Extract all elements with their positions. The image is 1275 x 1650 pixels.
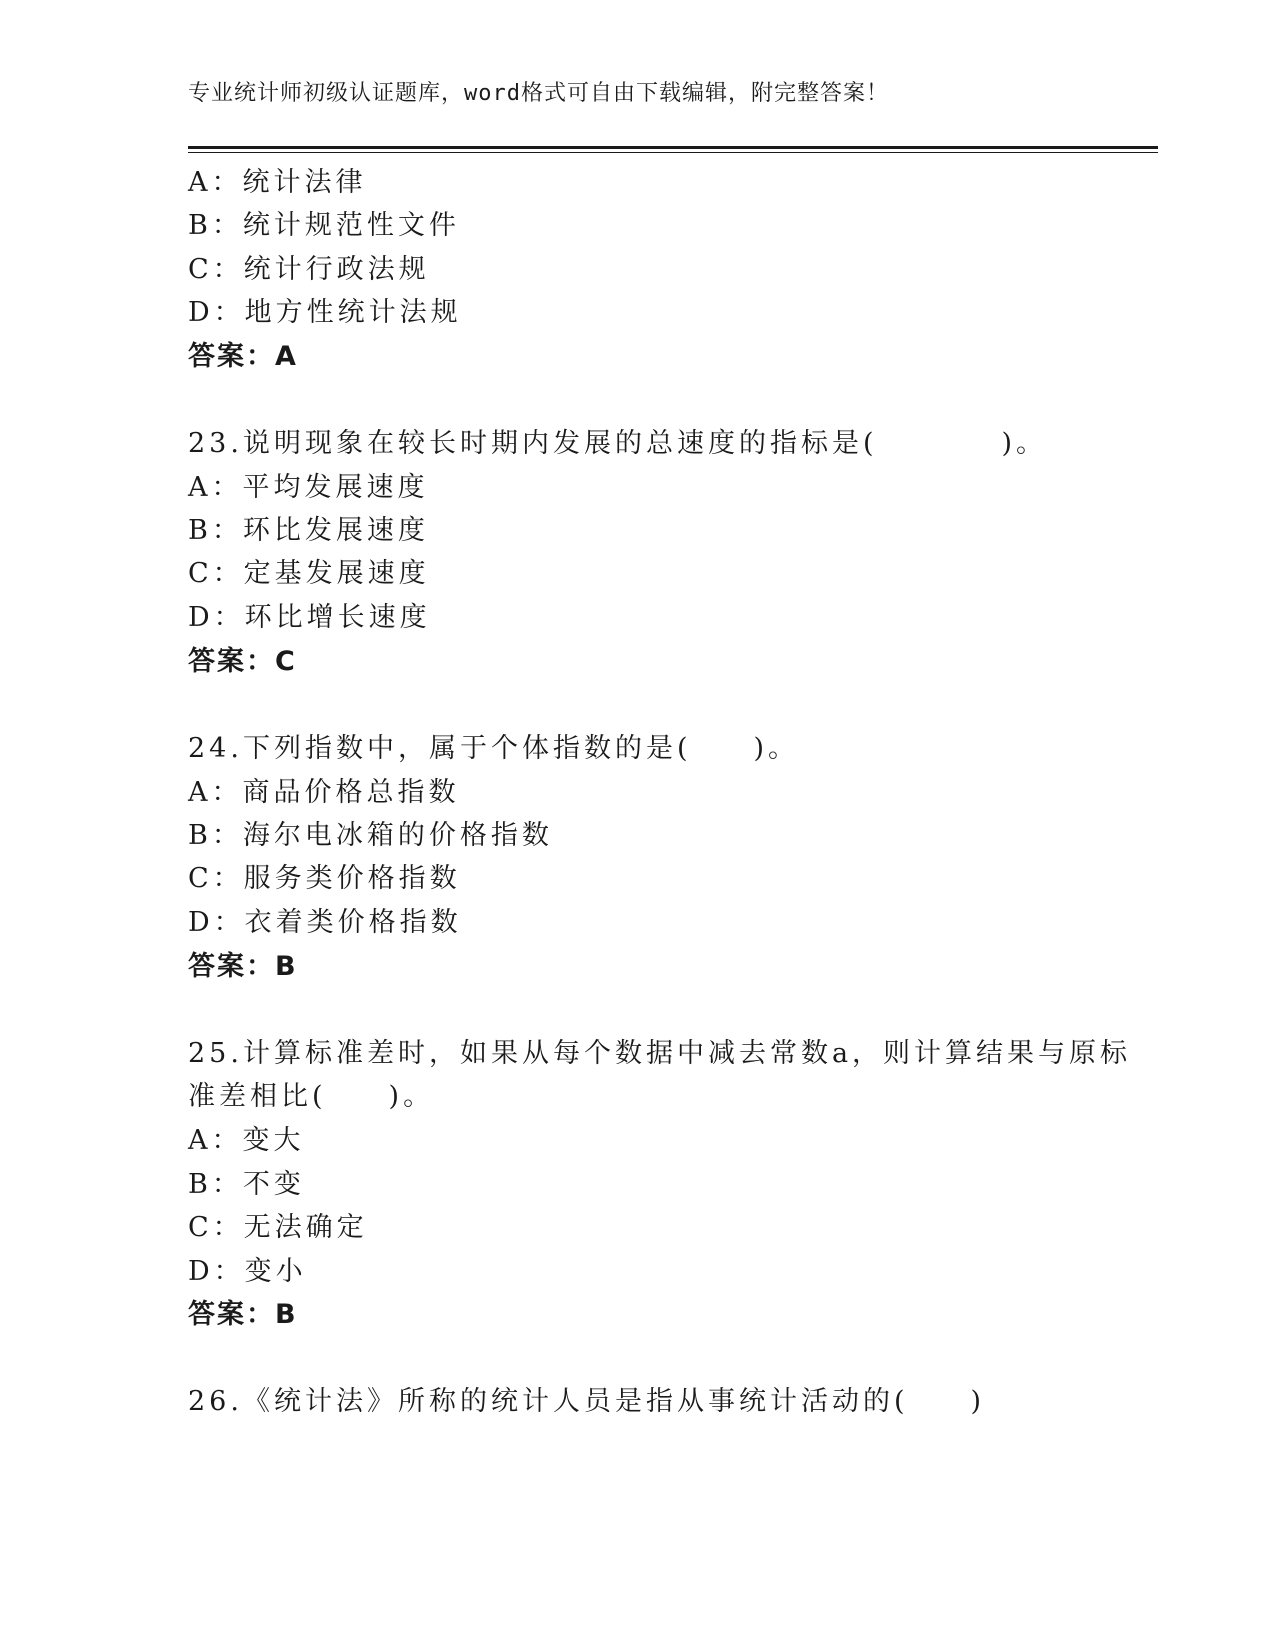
q22-option-b: B：统计规范性文件 <box>188 210 460 241</box>
q23-question: 23.说明现象在较长时期内发展的总速度的指标是( )。 <box>188 428 1048 459</box>
q25-option-a: A：变大 <box>188 1125 305 1156</box>
q24-question: 24.下列指数中，属于个体指数的是( )。 <box>188 733 800 764</box>
q25-option-d: D：变小 <box>188 1256 307 1287</box>
q26-question: 26.《统计法》所称的统计人员是指从事统计活动的( ) <box>188 1386 986 1417</box>
q23-option-b: B：环比发展速度 <box>188 515 429 546</box>
q22-option-c: C：统计行政法规 <box>188 254 430 285</box>
q23-option-a: A：平均发展速度 <box>188 472 429 503</box>
header-rule-thick <box>188 146 1158 149</box>
q24-answer: 答案：B <box>188 951 298 982</box>
q25-option-c: C：无法确定 <box>188 1212 368 1243</box>
q22-answer: 答案：A <box>188 341 298 372</box>
q24-option-b: B：海尔电冰箱的价格指数 <box>188 820 553 851</box>
q22-option-d: D：地方性统计法规 <box>188 297 462 328</box>
q25-question-line2: 准差相比( )。 <box>188 1081 435 1112</box>
q24-option-c: C：服务类价格指数 <box>188 863 461 894</box>
header-rule-thin <box>188 152 1158 153</box>
q22-option-a: A：统计法律 <box>188 167 367 198</box>
q23-option-d: D：环比增长速度 <box>188 602 431 633</box>
q25-question-line1: 25.计算标准差时，如果从每个数据中减去常数a，则计算结果与原标 <box>188 1038 1132 1069</box>
q23-option-c: C：定基发展速度 <box>188 558 430 589</box>
q25-answer: 答案：B <box>188 1299 298 1330</box>
page-header: 专业统计师初级认证题库，word格式可自由下载编辑，附完整答案！ <box>188 81 889 106</box>
q24-option-d: D：衣着类价格指数 <box>188 907 462 938</box>
q23-answer: 答案：C <box>188 646 297 677</box>
q25-option-b: B：不变 <box>188 1169 305 1200</box>
q24-option-a: A：商品价格总指数 <box>188 777 460 808</box>
